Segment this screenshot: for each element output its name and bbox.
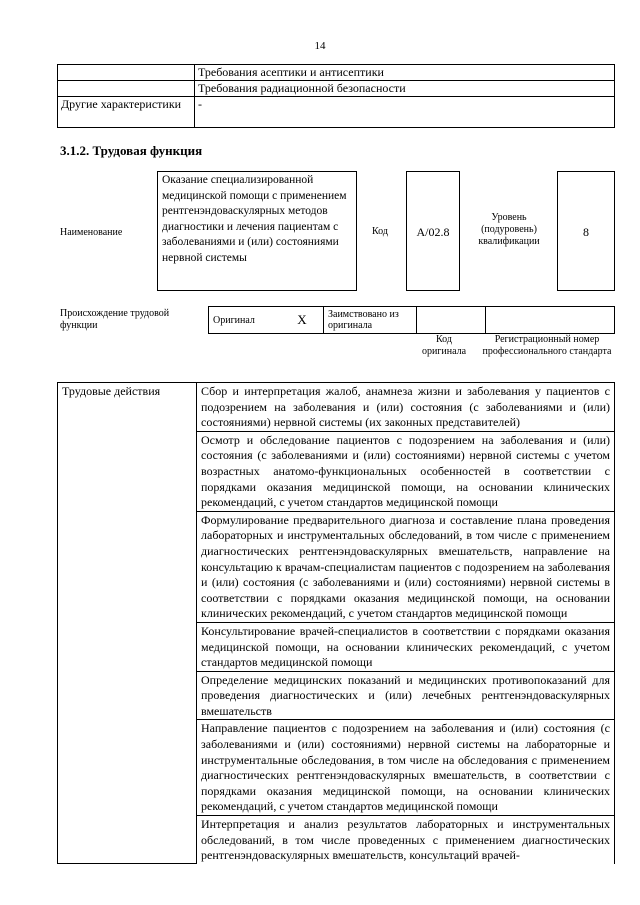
other-characteristics-label: Другие характеристики <box>58 97 195 128</box>
labor-action-item: Направление пациентов с подозрением на заболевания и (или) состояния (с заболеваниями и (или) состояниями) нервной системы на лабораторные и инструментальные обследования, в том числе на обследования с применением диагностических рентгенэндоваскулярных вмешательств, в соответствии с порядками оказания медицинской помощи, на основании клинических рекомендаций, с учетом стандартов медицинской помощи <box>197 720 615 816</box>
qualification-level-value: 8 <box>583 225 589 239</box>
function-name-value: Оказание специализированной медицинской помощи с применением рентгенэндоваскулярных методов диагностики и лечения пациентам с заболеваниями и (или) состояниями нервной системы <box>157 171 357 291</box>
labor-actions-label: Трудовые действия <box>58 383 197 864</box>
page-number: 14 <box>314 40 326 52</box>
origin-table <box>208 306 615 334</box>
empty-cell <box>58 65 195 81</box>
original-mark: X <box>281 307 324 334</box>
reg-number-caption: Регистрационный номер профессионального стандарта <box>482 334 612 357</box>
requirement-radiation: Требования радиационной безопасности <box>195 81 615 97</box>
reg-number-cell <box>486 307 615 334</box>
labor-action-item: Консультирование врачей-специалистов в соответствии с порядками оказания медицинской помощи, на основании клинических рекомендаций, с учетом стандартов медицинской помощи <box>197 622 615 671</box>
labor-action-item: Определение медицинских показаний и медицинских противопоказаний для проведения диагностических и (или) лечебных рентгенэндоваскулярных вмешательств <box>197 671 615 720</box>
labor-action-item: Сбор и интерпретация жалоб, анамнеза жизни и заболевания у пациентов с подозрением на заболевания и (или) состояния (с заболеваниями и (или) состояниями) нервной системы (их законных представителей) <box>197 383 615 432</box>
borrowed-label: Заимствовано из оригинала <box>324 307 417 334</box>
original-label: Оригинал <box>209 307 282 334</box>
qualification-requirements-table <box>57 64 615 128</box>
section-title: 3.1.2. Трудовая функция <box>60 143 203 158</box>
requirement-asepsis: Требования асептики и антисептики <box>195 65 615 81</box>
origin-label: Происхождение трудовой функции <box>60 308 170 331</box>
code-original-caption: Код оригинала <box>421 334 467 357</box>
labor-action-item: Формулирование предварительного диагноза и составление плана проведения лабораторных и инструментальных обследований, в том числе с применением диагностических рентгенэндоваскулярных вмешательств, направление на консультацию к врачам-специалистам пациентов с подозрением на заболевания и (или) состояния (с заболеваниями и (или) состояниями) нервной системы в соответствии с порядками оказания медицинской помощи, на основании клинических рекомендаций, с учетом стандартов медицинской помощи <box>197 511 615 622</box>
labor-action-item: Интерпретация и анализ результатов лабораторных и инструментальных обследований, в том числе проведенных с применением диагностических рентгенэндоваскулярных вмешательств, консультаций врачей- <box>197 816 615 864</box>
code-original-cell <box>417 307 486 334</box>
labor-action-item: Осмотр и обследование пациентов с подозрением на заболевания и (или) состояния (с заболеваниями и (или) состояниями) нервной системы с учетом возрастных анатомо-функциональных особенностей в соответствии с порядками оказания медицинской помощи, на основании клинических рекомендаций, с учетом стандартов медицинской помощи <box>197 431 615 511</box>
other-characteristics-value: - <box>195 97 615 128</box>
qualification-level-box <box>557 171 615 291</box>
labor-actions-table <box>57 382 615 864</box>
qualification-level-label: Уровень (подуровень) квалификации <box>478 212 540 247</box>
empty-cell <box>58 81 195 97</box>
function-code-value: A/02.8 <box>416 225 450 239</box>
function-name-label: Наименование <box>60 227 123 238</box>
function-code-label: Код <box>372 226 388 237</box>
function-code-box <box>406 171 460 291</box>
